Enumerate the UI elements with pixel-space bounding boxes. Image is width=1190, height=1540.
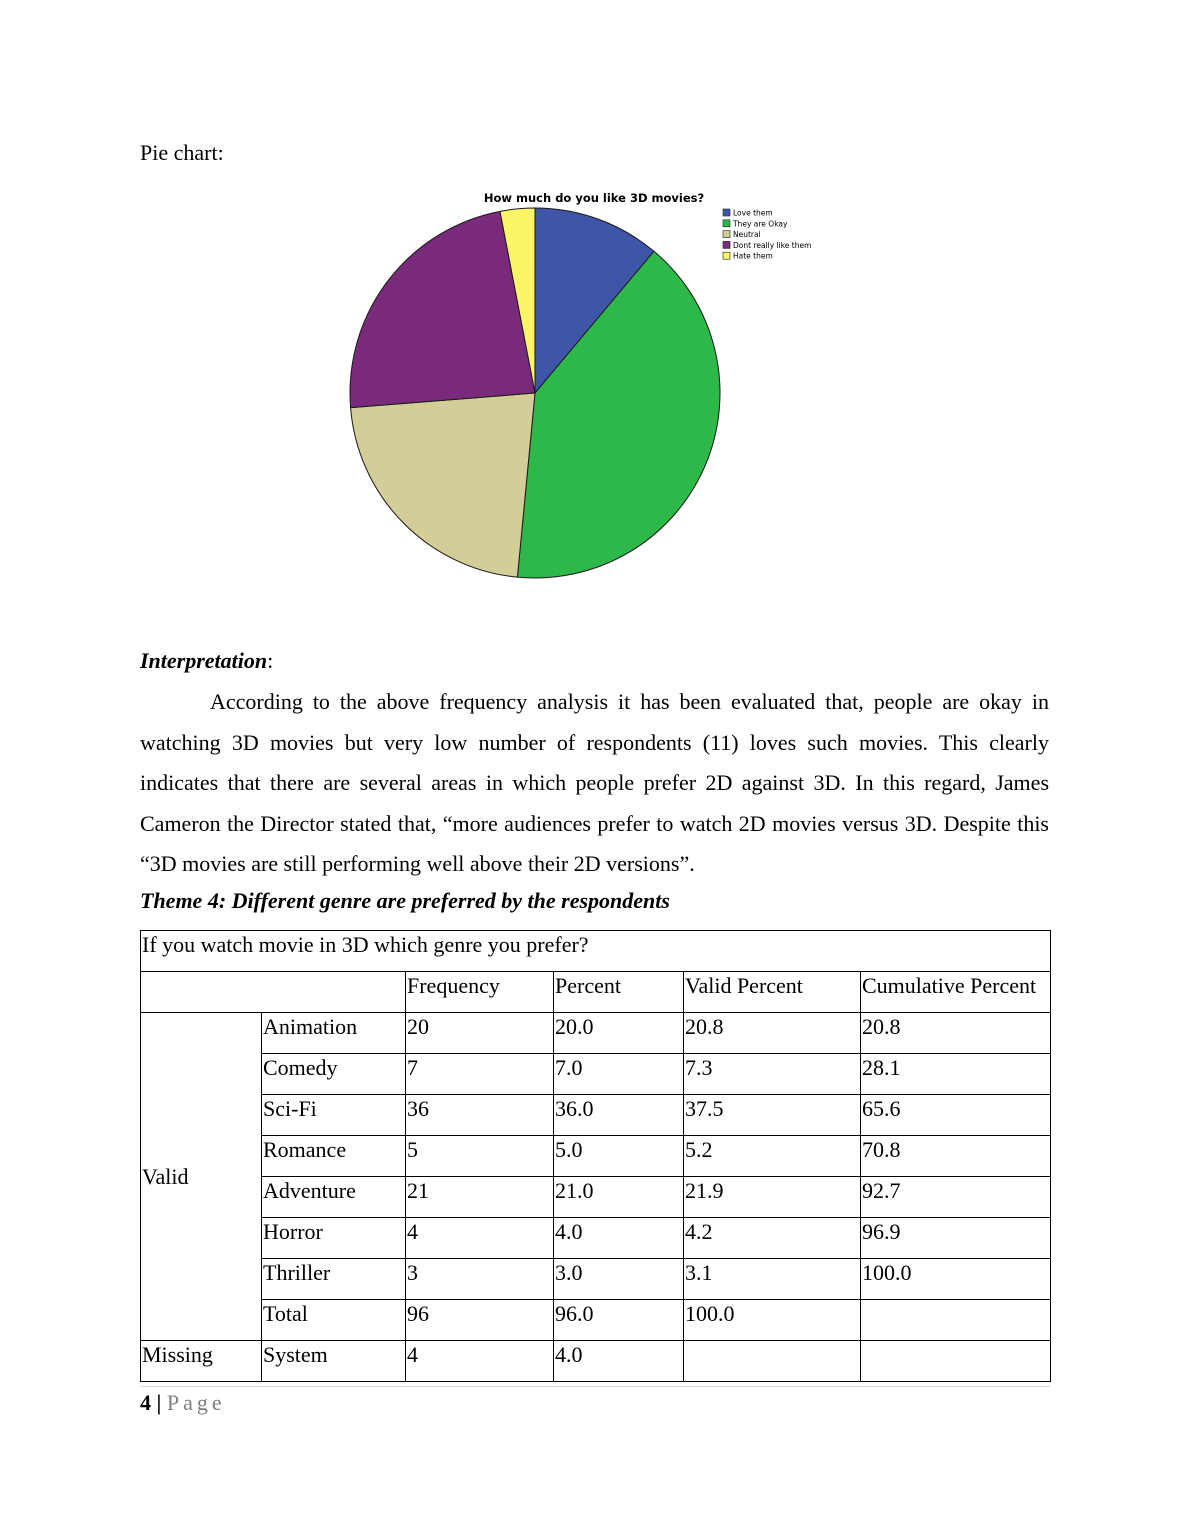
- cell-percent: 5.0: [554, 1136, 684, 1177]
- valid-group-label: Valid: [141, 1013, 262, 1341]
- cell-valid-percent: 21.9: [684, 1177, 861, 1218]
- legend-label: Dont really like them: [733, 240, 812, 250]
- cell-frequency: 20: [406, 1013, 554, 1054]
- legend-swatch: [723, 241, 730, 248]
- table-row-missing: [141, 1341, 1051, 1382]
- table-row: [141, 1013, 1051, 1054]
- table-row: [141, 1136, 1051, 1177]
- cell-cumulative-percent: 96.9: [861, 1218, 1051, 1259]
- missing-label: Missing: [141, 1341, 262, 1382]
- footer-separator: |: [156, 1390, 162, 1415]
- table-header-empty: [141, 972, 406, 1013]
- cell-percent: 21.0: [554, 1177, 684, 1218]
- legend-label: They are Okay: [733, 219, 788, 229]
- header-cumulative-percent: Cumulative Percent: [861, 972, 1051, 1013]
- cell-frequency: 3: [406, 1259, 554, 1300]
- cell-cumulative-percent: [861, 1300, 1051, 1341]
- pie-chart-intro-label: Pie chart:: [140, 140, 224, 165]
- cell-genre: Thriller: [262, 1259, 406, 1300]
- header-percent: Percent: [554, 972, 684, 1013]
- cell-valid-percent: 5.2: [684, 1136, 861, 1177]
- cell-valid-percent: 37.5: [684, 1095, 861, 1136]
- page-number: 4: [140, 1390, 151, 1415]
- theme-heading: Theme 4: Different genre are preferred by the respondents: [140, 888, 670, 913]
- legend-label: Neutral: [733, 230, 761, 240]
- cell-valid-percent: 3.1: [684, 1259, 861, 1300]
- pie-slice-neutral: [351, 393, 535, 577]
- footer-divider: [140, 1386, 1050, 1387]
- cell-system: System: [262, 1341, 406, 1382]
- cell-genre: Total: [262, 1300, 406, 1341]
- cell-genre: Romance: [262, 1136, 406, 1177]
- pie-chart: [340, 185, 820, 585]
- cell-genre: Adventure: [262, 1177, 406, 1218]
- cell-genre: Animation: [262, 1013, 406, 1054]
- cell-valid-percent: 20.8: [684, 1013, 861, 1054]
- legend-label: Love them: [733, 208, 773, 218]
- legend-swatch: [723, 209, 730, 216]
- cell-valid-percent: 7.3: [684, 1054, 861, 1095]
- legend-swatch: [723, 252, 730, 259]
- interpretation-label: Interpretation: [140, 648, 268, 673]
- cell-cumulative-percent: 70.8: [861, 1136, 1051, 1177]
- cell-frequency: 5: [406, 1136, 554, 1177]
- cell-genre: Comedy: [262, 1054, 406, 1095]
- cell-frequency: 36: [406, 1095, 554, 1136]
- chart-legend: [723, 209, 811, 261]
- table-row: [141, 1177, 1051, 1218]
- table-row: [141, 1218, 1051, 1259]
- table-header-row: [141, 972, 1051, 1013]
- cell-percent: 96.0: [554, 1300, 684, 1341]
- interpretation-paragraph: According to the above frequency analysis it has been evaluated that, people are okay in watching 3D movies but very low number of respondents (11) loves such movies. This clearly indicates that there are several areas in which people prefer 2D against 3D. In this regard, James Cameron the Director stated that, “more audiences prefer to watch 2D movies versus 3D. Despite this “3D movies are still performing well above their 2D versions”.: [140, 689, 1049, 876]
- cell-valid-percent: 100.0: [684, 1300, 861, 1341]
- interpretation-colon: :: [267, 648, 274, 673]
- genre-frequency-table: [140, 930, 1051, 1382]
- legend-swatch: [723, 220, 730, 227]
- cell-genre: Sci-Fi: [262, 1095, 406, 1136]
- cell-frequency: 21: [406, 1177, 554, 1218]
- table-row: [141, 1095, 1051, 1136]
- cell-cumulative-percent: [861, 1341, 1051, 1382]
- page-footer: [140, 1390, 226, 1416]
- table-row: [141, 1259, 1051, 1300]
- chart-title: How much do you like 3D movies?: [483, 191, 705, 205]
- cell-frequency: 4: [406, 1218, 554, 1259]
- legend-label: Hate them: [733, 251, 773, 261]
- table-row: [141, 1054, 1051, 1095]
- cell-cumulative-percent: 20.8: [861, 1013, 1051, 1054]
- header-frequency: Frequency: [406, 972, 554, 1013]
- cell-frequency: 7: [406, 1054, 554, 1095]
- cell-valid-percent: 4.2: [684, 1218, 861, 1259]
- cell-percent: 4.0: [554, 1341, 684, 1382]
- cell-valid-percent: [684, 1341, 861, 1382]
- cell-percent: 36.0: [554, 1095, 684, 1136]
- cell-percent: 4.0: [554, 1218, 684, 1259]
- cell-cumulative-percent: 28.1: [861, 1054, 1051, 1095]
- header-valid-percent: Valid Percent: [684, 972, 861, 1013]
- pie-slices: [350, 208, 720, 578]
- cell-genre: Horror: [262, 1218, 406, 1259]
- table-caption-row: [141, 931, 1051, 972]
- cell-frequency: 96: [406, 1300, 554, 1341]
- table-caption: If you watch movie in 3D which genre you prefer?: [141, 931, 1051, 972]
- cell-percent: 20.0: [554, 1013, 684, 1054]
- cell-percent: 3.0: [554, 1259, 684, 1300]
- table-row: [141, 1300, 1051, 1341]
- cell-cumulative-percent: 92.7: [861, 1177, 1051, 1218]
- cell-cumulative-percent: 65.6: [861, 1095, 1051, 1136]
- legend-swatch: [723, 231, 730, 238]
- interpretation-heading: [140, 648, 273, 674]
- cell-frequency: 4: [406, 1341, 554, 1382]
- cell-percent: 7.0: [554, 1054, 684, 1095]
- page-word: Page: [166, 1390, 226, 1415]
- cell-cumulative-percent: 100.0: [861, 1259, 1051, 1300]
